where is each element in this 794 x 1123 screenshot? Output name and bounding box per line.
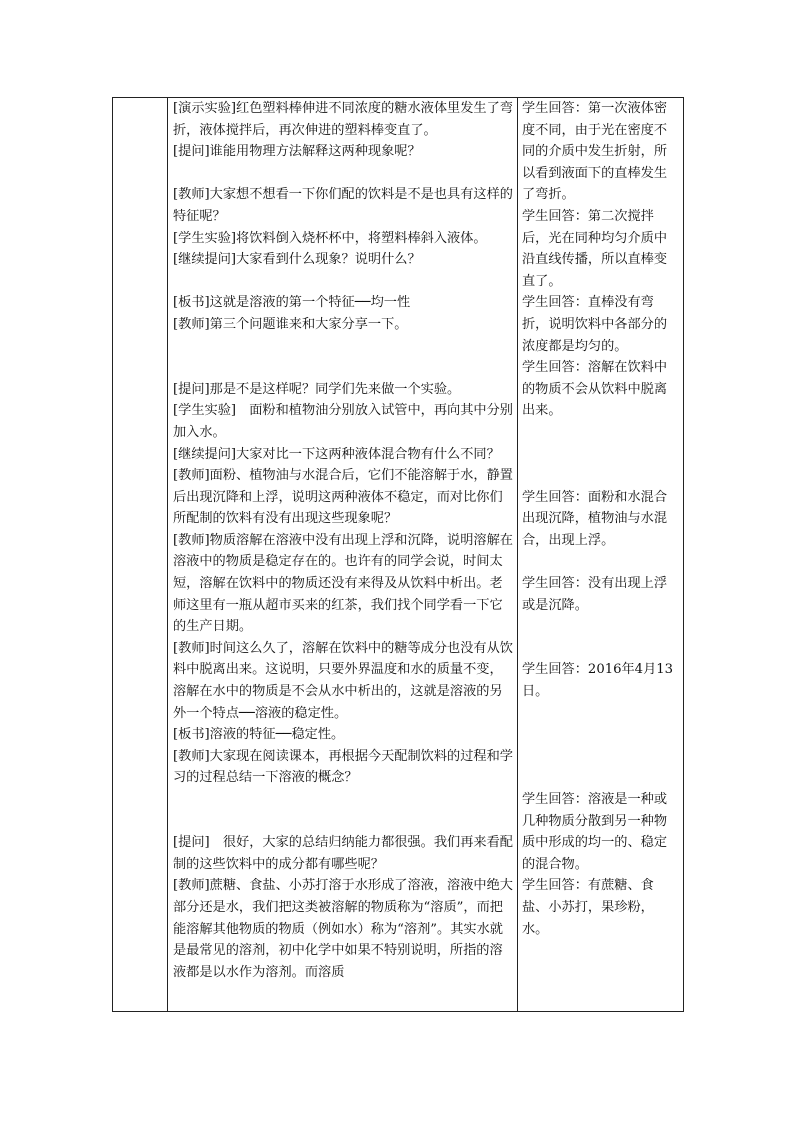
text-line: [学生实验]将饮料倒入烧杯杯中，将塑料棒斜入液体。 — [173, 230, 487, 246]
text-line: [教师]面粉、植物油与水混合后，它们不能溶解于水，静置后出现沉降和上浮，说明这两种液体不稳定，而对比你们所配制的饮料有没有出现这些现象呢？ — [173, 468, 513, 527]
column-divider-right — [517, 98, 518, 1011]
text-line: [教师]大家想不想看一下你们配的饮料是不是也具有这样的特征呢？ — [173, 187, 513, 224]
text-line: 学生回答：2016年4月13日。 — [522, 662, 674, 700]
text-line: [继续提问]大家看到什么现象？说明什么？ — [173, 252, 421, 268]
column-divider-left — [167, 98, 168, 1011]
student-activity-column — [522, 98, 677, 940]
text-line: [教师]时间这么久了，溶解在饮料中的糖等成分也没有从饮料中脱离出来。这说明，只要外界温度和水的质量不变，溶解在水中的物质是不会从水中析出的，这就是溶液的另外一个特点──溶液的稳定性。 — [173, 640, 513, 721]
text-line: [提问]谁能用物理方法解释这两种现象呢？ — [173, 144, 421, 160]
text-line: [教师]第三个问题谁来和大家分享一下。 — [173, 316, 408, 332]
text-line: [提问]那是不是这样呢？同学们先来做一个实验。 — [173, 381, 461, 397]
text-line: 学生回答：有蔗糖、食盐、小苏打，果珍粉，水。 — [522, 878, 654, 937]
text-line: [提问] 很好，大家的总结归纳能力都很强。我们再来看配制的这些饮料中的成分都有哪些呢？ — [173, 835, 513, 872]
text-line: 学生回答：第二次搅拌后，光在同种均匀介质中沿直线传播，所以直棒变直了。 — [522, 208, 668, 289]
text-line: [教师]大家现在阅读课本，再根据今天配制饮料的过程和学习的过程总结一下溶液的概念？ — [173, 748, 513, 786]
text-line: [演示实验]红色塑料棒伸进不同浓度的糖水液体里发生了弯折，液体搅拌后，再次伸进的塑料棒变直了。 — [173, 101, 513, 138]
text-line: 学生回答：溶液是一种或几种物质分散到另一种物质中形成的均一的、稳定的混合物。 — [522, 792, 668, 872]
text-line: [教师]物质溶解在溶液中没有出现上浮和沉降，说明溶解在溶液中的物质是稳定存在的。也许有的同学会说，时间太短，溶解在饮料中的物质还没有来得及从饮料中析出。老师这里有一瓶从超市买来的红茶，我们找个同学看一下它的生产日期。 — [173, 532, 513, 635]
text-line: 学生回答：面粉和水混合出现沉降，植物油与水混合，出现上浮。 — [522, 489, 668, 548]
text-line: 学生回答：没有出现上浮或是沉降。 — [522, 576, 668, 613]
text-line: [板书]溶液的特征──稳定性。 — [173, 727, 345, 743]
text-line: [板书]这就是溶液的第一个特征──均一性 — [173, 295, 411, 311]
text-line: 学生回答：第一次液体密度不同，由于光在密度不同的介质中发生折射，所以看到液面下的直棒发生了弯折。 — [522, 101, 668, 203]
teacher-activity-column — [173, 98, 513, 983]
lesson-table — [112, 97, 684, 1012]
text-line: 学生回答：直棒没有弯折，说明饮料中各部分的浓度都是均匀的。 — [522, 295, 668, 354]
text-line: [学生实验] 面粉和植物油分别放入试管中，再向其中分别加入水。 — [173, 403, 513, 440]
text-line: [继续提问]大家对比一下这两种液体混合物有什么不同？ — [173, 446, 500, 462]
text-line: 学生回答：溶解在饮料中的物质不会从饮料中脱离出来。 — [522, 360, 668, 419]
text-line: [教师]蔗糖、食盐、小苏打溶于水形成了溶液，溶液中绝大部分还是水，我们把这类被溶解的物质称为“溶质”，而把能溶解其他物质的物质（例如水）称为“溶剂”。其实水就是最常见的溶剂，初中化学中如果不特别说明，所指的溶液都是以水作为溶剂。而溶质 — [173, 878, 513, 980]
